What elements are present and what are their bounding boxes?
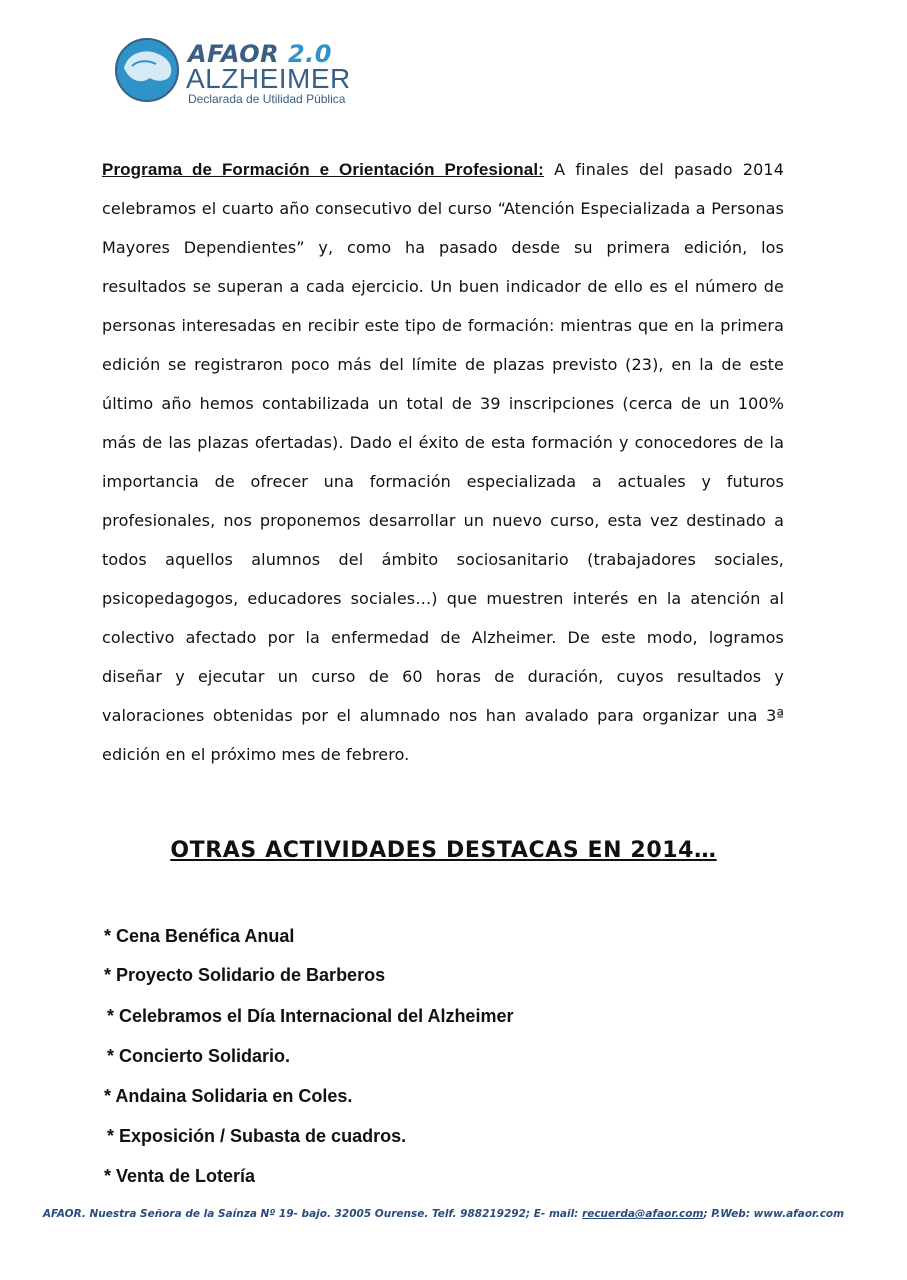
brain-globe-icon — [112, 32, 182, 102]
footer-email-link[interactable]: recuerda@afaor.com — [582, 1208, 704, 1220]
page-footer — [0, 1208, 887, 1220]
activity-item: * Venta de Lotería — [104, 1166, 256, 1186]
paragraph-body: A finales del pasado 2014 celebramos el cuarto año consecutivo del curso “Atención Especializada a Personas Mayores Dependientes” y, como ha pasado desde su primera edición, los resultados se superan a cada ejercicio. Un buen indicador de ello es el número de personas interesadas en recibir este tipo de formación: mientras que en la primera edición se registraron poco más del límite de plazas previsto (23), en la de este último año hemos contabilizada un total de 39 inscripciones (cerca de un 100% más de las plazas ofertadas). Dado el éxito de esta formación y conocedores de la importancia de ofrecer una formación especializada a actuales y futuros profesionales, nos proponemos desarrollar un nuevo curso, esta vez destinado a todos aquellos alumnos del ámbito sociosanitario (trabajadores sociales, psicopedagogos, educadores sociales…) que muestren interés en la atención al colectivo afectado por la enfermedad de Alzheimer. De este modo, logramos diseñar y ejecutar un curso de 60 horas de duración, cuyos resultados y valoraciones obtenidas por el alumnado nos han avalado para organizar una 3ª edición en el próximo mes de febrero. — [102, 160, 784, 764]
activity-item: * Proyecto Solidario de Barberos — [104, 965, 386, 985]
activity-item: * Concierto Solidario. — [107, 1046, 291, 1066]
logo-version: 2.0 — [287, 40, 332, 68]
formation-program-paragraph — [102, 150, 784, 774]
footer-address: AFAOR. Nuestra Señora de la Saínza Nº 19- bajo. 32005 Ourense. Telf. 988219292; E- mail: — [42, 1208, 583, 1220]
activity-item: * Celebramos el Día Internacional del Alzheimer — [107, 1006, 514, 1026]
activity-item: * Exposición / Subasta de cuadros. — [107, 1126, 407, 1146]
activity-item: * Cena Benéfica Anual — [104, 926, 295, 946]
afaor-logo — [112, 32, 351, 112]
paragraph-lead-title: Programa de Formación e Orientación Profesional: — [102, 160, 544, 179]
activities-heading: OTRAS ACTIVIDADES DESTACAS EN 2014… — [170, 838, 717, 863]
logo-tagline: Declarada de Utilidad Pública — [188, 92, 346, 106]
activity-item: * Andaina Solidaria en Coles. — [104, 1086, 353, 1106]
logo-subtitle: ALZHEIMER — [186, 63, 351, 94]
footer-web: ; P.Web: www.afaor.com — [703, 1208, 845, 1220]
logo-brand-name: AFAOR — [188, 40, 280, 68]
